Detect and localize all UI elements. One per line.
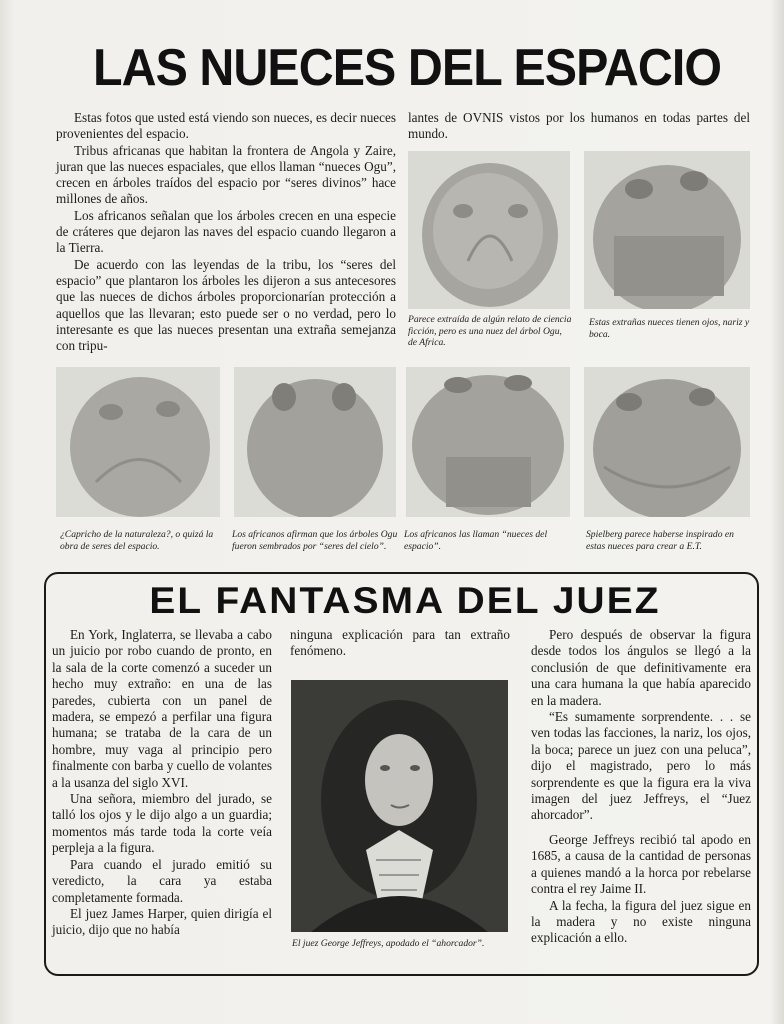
judge-portrait-photo [291,680,508,932]
paragraph: lantes de OVNIS vistos por los humanos en todas partes del mundo. [408,110,750,142]
paragraph: Los africanos señalan que los árboles crecen en una especie de cráteres que dejaron las naves del espacio cuando llegaron a la Tierra. [56,207,396,256]
paragraph: “Es sumamente sorprendente. . . se ven todas las facciones, la nariz, los ojos, la boca; parece un juez con una peluca”, dijo el magistrado, pero lo más sorprendente es que la figura era la viva imagen del juez Jeffreys, el “Juez ahorcador”. [531,709,751,823]
paragraph: Tribus africanas que habitan la frontera de Angola y Zaire, juran que las nueces espaciales, que ellos llaman “nueces Ogu”, crecen en árboles traídos del espacio por “seres divinos” hace millones de años. [56,142,396,207]
photo-caption-5: Los africanos las llaman “nueces del espacio”. [404,529,548,552]
article-title-fantasma: EL FANTASMA DEL JUEZ [149,580,661,621]
paragraph: Para cuando el jurado emitió su veredicto, la cara ya estaba completamente formada. [52,856,272,905]
paragraph: A la fecha, la figura del juez sigue en la madera y no existe ninguna explicación a ello. [531,897,751,946]
paragraph: Una señora, miembro del jurado, se talló los ojos y le dijo algo a un guardia; momentos más tarde toda la corte veía perpleja a la figura. [52,791,272,856]
article1-column-2 [408,110,750,143]
nut-photo-4 [234,367,396,517]
paragraph: ninguna explicación para tan extraño fenómeno. [290,627,510,659]
article2-column-2 [290,627,510,660]
nut-photo-1 [408,151,570,309]
paragraph: Pero después de observar la figura desde todos los ángulos se llegó a la conclusión de que definitivamente era una cara humana la que había aparecido en la madera. [531,627,751,708]
paragraph: George Jeffreys recibió tal apodo en 1685, a causa de la cantidad de personas a quienes mandó a la horca por rebelarse contra el rey Jaime II. [531,831,751,897]
photo-caption-6: Spielberg parece haberse inspirado en estas nueces para crear a E.T. [586,529,734,552]
article2-column-3 [531,627,751,947]
nut-photo-6 [584,367,750,517]
nut-photo-2 [584,151,750,309]
nut-photo-3 [56,367,220,517]
article2-column-1 [52,627,272,939]
nut-photo-5 [406,367,570,517]
judge-photo-caption: El juez George Jeffreys, apodado el “ahorcador”. [292,938,485,949]
article-title-nueces: LAS NUECES DEL ESPACIO [92,39,722,97]
photo-caption-3: ¿Capricho de la naturaleza?, o quizá la obra de seres del espacio. [60,529,214,552]
article1-column-1 [56,110,396,354]
photo-caption-2: Estas extrañas nueces tienen ojos, nariz y boca. [589,317,750,340]
photo-caption-4: Los africanos afirman que los árboles Ogu fueron sembrados por “seres del cielo”. [232,529,398,552]
photo-caption-1: Parece extraída de algún relato de ciencia ficción, pero es una nuez del árbol Ogu, de Africa. [408,314,572,349]
paragraph: En York, Inglaterra, se llevaba a cabo un juicio por robo cuando de pronto, en la sala de la corte comenzó a suceder un hecho muy extraño: en una de las paredes, cubierta con un panel de madera, se empezó a perfilar una figura humana; se trataba de la cara de un hombre, muy vaga al principio pero finalmente con barba y cuello de volantes a la usanza del siglo XVI. [52,627,272,790]
paragraph: Estas fotos que usted está viendo son nueces, es decir nueces provenientes del espacio. [56,110,396,142]
paragraph: De acuerdo con las leyendas de la tribu, los “seres del espacio” que plantaron los árboles les dijeron a sus antecesores que las nueces de dichos árboles proporcionarían protección a aquellos que las llevaran; esto puede ser o no verdad, pero lo interesante es que las nueces presentan una extraña semejanza con tripu- [56,256,396,354]
paragraph: El juez James Harper, quien dirigía el juicio, dijo que no había [52,905,272,938]
